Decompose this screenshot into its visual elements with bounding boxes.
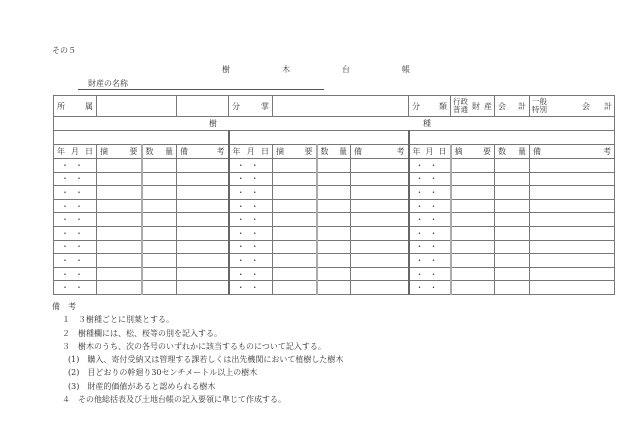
cell-summary[interactable] [273,240,317,254]
cell-quantity[interactable] [495,199,530,213]
cell-summary[interactable] [97,254,142,268]
form-number-label: その５ [52,46,76,55]
notes-heading: 備 考 [52,302,76,311]
cell-summary[interactable] [451,267,495,281]
cell-summary[interactable] [97,186,142,200]
cell-remarks[interactable] [351,226,409,240]
table-row [54,213,615,227]
cell-quantity[interactable] [317,159,351,173]
cell-remarks[interactable] [177,172,229,186]
cell-date[interactable]: ・・ [229,213,273,227]
table-row [54,172,615,186]
cell-quantity[interactable] [317,199,351,213]
division-label [177,96,229,117]
cell-date[interactable]: ・・ [409,159,451,173]
cell-date[interactable]: ・・ [54,226,97,240]
cell-quantity[interactable] [142,186,177,200]
cell-date[interactable]: ・・ [54,213,97,227]
cell-quantity[interactable] [142,199,177,213]
cell-date[interactable]: ・・ [229,240,273,254]
cell-date[interactable]: ・・ [409,172,451,186]
cell-remarks[interactable] [530,186,615,200]
cell-remarks[interactable] [351,159,409,173]
cell-remarks[interactable] [351,199,409,213]
note-subitem: (1) 購入、寄付受納又は管理する課若しくは出先機関において植樹した樹木 [68,355,344,365]
cell-date[interactable]: ・・ [409,281,451,295]
cell-remarks[interactable] [530,159,615,173]
cell-quantity[interactable] [142,254,177,268]
cell-summary[interactable] [273,186,317,200]
cell-quantity[interactable] [142,213,177,227]
table-row [54,254,615,268]
note-subitem: (2) 目どおりの幹廻り30センチメートル以上の樹木 [68,368,258,378]
division-value[interactable] [273,96,409,117]
note-item: １ ３樹種ごとに別葉とする。 [62,315,174,325]
col-quantity: 数 量 [495,145,530,159]
tree-type-value-2[interactable] [229,131,409,145]
table-row [54,240,615,254]
col-date: 年 月 日 [54,145,97,159]
cell-date[interactable]: ・・ [409,226,451,240]
cell-date[interactable]: ・・ [409,240,451,254]
cell-date[interactable]: ・・ [229,254,273,268]
ledger-data-rows [54,159,615,295]
cell-summary[interactable] [451,199,495,213]
cell-remarks[interactable] [177,159,229,173]
admin-general-label: 行政 普通 [453,97,468,114]
cell-summary[interactable] [97,281,142,295]
cell-quantity[interactable] [142,281,177,295]
property-name-label: 財産の名称 [88,79,128,88]
tree-type-value-3[interactable] [409,131,615,145]
cell-remarks[interactable] [351,213,409,227]
cell-date[interactable]: ・・ [54,267,97,281]
division-label-cell: 分 掌 [229,96,273,117]
col-remarks: 備 考 [351,145,409,159]
table-row [54,159,615,173]
cell-date[interactable]: ・・ [229,199,273,213]
cell-quantity[interactable] [317,186,351,200]
cell-summary[interactable] [451,226,495,240]
cell-summary[interactable] [273,213,317,227]
cell-date[interactable]: ・・ [54,172,97,186]
cell-remarks[interactable] [530,213,615,227]
cell-quantity[interactable] [495,186,530,200]
notes-section [52,300,343,406]
cell-remarks[interactable] [351,240,409,254]
cell-remarks[interactable] [530,281,615,295]
cell-summary[interactable] [97,199,142,213]
table-row [54,267,615,281]
cell-summary[interactable] [97,226,142,240]
cell-remarks[interactable] [351,281,409,295]
cell-quantity[interactable] [495,172,530,186]
cell-date[interactable]: ・・ [229,281,273,295]
cell-summary[interactable] [97,159,142,173]
cell-date[interactable]: ・・ [54,254,97,268]
cell-quantity[interactable] [317,226,351,240]
classification-label: 分 類 [409,96,451,117]
cell-remarks[interactable] [351,254,409,268]
cell-quantity[interactable] [317,240,351,254]
cell-summary[interactable] [273,172,317,186]
col-remarks: 備 考 [530,145,615,159]
title-char: 台 [342,65,350,74]
cell-summary[interactable] [451,172,495,186]
col-summary: 摘 要 [273,145,317,159]
cell-remarks[interactable] [530,226,615,240]
col-remarks: 備 考 [177,145,229,159]
cell-quantity[interactable] [317,213,351,227]
cell-summary[interactable] [97,267,142,281]
cell-quantity[interactable] [495,213,530,227]
cell-summary[interactable] [97,172,142,186]
col-quantity: 数 量 [317,145,351,159]
title-char: 木 [282,65,290,74]
cell-summary[interactable] [273,267,317,281]
table-row [54,199,615,213]
note-item: ３ 樹木のうち、次の各号のいずれかに該当するものについて記入する。 [62,341,326,351]
cell-summary[interactable] [451,254,495,268]
note-item: ４ その他総括表及び土地台帳の記入要領に準じて作成する。 [62,395,286,405]
cell-date[interactable]: ・・ [54,240,97,254]
cell-quantity[interactable] [142,172,177,186]
cell-remarks[interactable] [351,172,409,186]
cell-date[interactable]: ・・ [54,159,97,173]
cell-date[interactable]: ・・ [54,281,97,295]
cell-date[interactable]: ・・ [54,199,97,213]
cell-remarks[interactable] [177,240,229,254]
cell-remarks[interactable] [177,254,229,268]
cell-remarks[interactable] [177,226,229,240]
cell-date[interactable]: ・・ [229,159,273,173]
accounting-label-1: 会 計 [495,96,530,117]
cell-date[interactable]: ・・ [409,254,451,268]
cell-summary[interactable] [97,213,142,227]
cell-remarks[interactable] [530,254,615,268]
cell-remarks[interactable] [351,186,409,200]
cell-quantity[interactable] [495,240,530,254]
note-subitem: (3) 財産的価値があると認められる樹木 [68,381,216,391]
cell-summary[interactable] [273,254,317,268]
col-summary: 摘 要 [451,145,495,159]
cell-summary[interactable] [451,186,495,200]
cell-date[interactable]: ・・ [229,172,273,186]
cell-date[interactable]: ・・ [229,267,273,281]
cell-remarks[interactable] [351,267,409,281]
tree-type-value-1[interactable] [54,131,229,145]
cell-remarks[interactable] [177,186,229,200]
cell-summary[interactable] [451,213,495,227]
cell-remarks[interactable] [530,172,615,186]
cell-quantity[interactable] [142,226,177,240]
col-summary: 摘 要 [97,145,142,159]
col-date: 年 月 日 [229,145,273,159]
cell-summary[interactable] [97,240,142,254]
table-row [54,186,615,200]
note-item: ２ 樹種欄には、松、桜等の別を記入する。 [62,328,222,338]
cell-remarks[interactable] [530,267,615,281]
document-title [222,64,422,76]
title-char: 帳 [402,65,410,74]
cell-quantity[interactable] [142,159,177,173]
cell-quantity[interactable] [495,281,530,295]
cell-remarks[interactable] [177,267,229,281]
cell-date[interactable]: ・・ [54,186,97,200]
admin-property-cell: 行政 普通 財 産 [451,96,495,117]
cell-quantity[interactable] [142,267,177,281]
tree-ledger-table [53,95,615,295]
cell-quantity[interactable] [495,267,530,281]
table-row [54,226,615,240]
property-name-field[interactable] [78,79,324,90]
cell-quantity[interactable] [317,254,351,268]
tree-type-header-row [54,117,615,131]
cell-date[interactable]: ・・ [409,186,451,200]
cell-remarks[interactable] [530,240,615,254]
cell-remarks[interactable] [177,281,229,295]
tree-type-value-row [54,131,615,145]
title-char: 樹 [222,65,230,74]
cell-summary[interactable] [273,199,317,213]
header-row [54,96,615,117]
cell-date[interactable]: ・・ [409,213,451,227]
cell-quantity[interactable] [317,281,351,295]
cell-date[interactable]: ・・ [229,226,273,240]
cell-quantity[interactable] [317,172,351,186]
cell-quantity[interactable] [495,254,530,268]
cell-quantity[interactable] [142,240,177,254]
col-quantity: 数 量 [142,145,177,159]
cell-quantity[interactable] [495,159,530,173]
column-header-row [54,145,615,159]
affiliation-value[interactable] [97,96,177,117]
cell-date[interactable]: ・・ [229,186,273,200]
cell-summary[interactable] [451,240,495,254]
cell-summary[interactable] [451,281,495,295]
cell-summary[interactable] [273,226,317,240]
cell-quantity[interactable] [495,226,530,240]
cell-summary[interactable] [273,281,317,295]
cell-date[interactable]: ・・ [409,199,451,213]
col-date: 年 月 日 [409,145,451,159]
general-special-label: 一般 特別 [532,97,547,114]
cell-quantity[interactable] [317,267,351,281]
cell-summary[interactable] [451,159,495,173]
table-row [54,281,615,295]
special-accounting-cell: 一般 特別 会 計 [530,96,615,117]
cell-date[interactable]: ・・ [409,267,451,281]
tree-type-header: 樹 種 [54,117,615,131]
cell-summary[interactable] [273,159,317,173]
cell-remarks[interactable] [177,213,229,227]
cell-remarks[interactable] [530,199,615,213]
cell-remarks[interactable] [177,199,229,213]
affiliation-label: 所 属 [54,96,97,117]
